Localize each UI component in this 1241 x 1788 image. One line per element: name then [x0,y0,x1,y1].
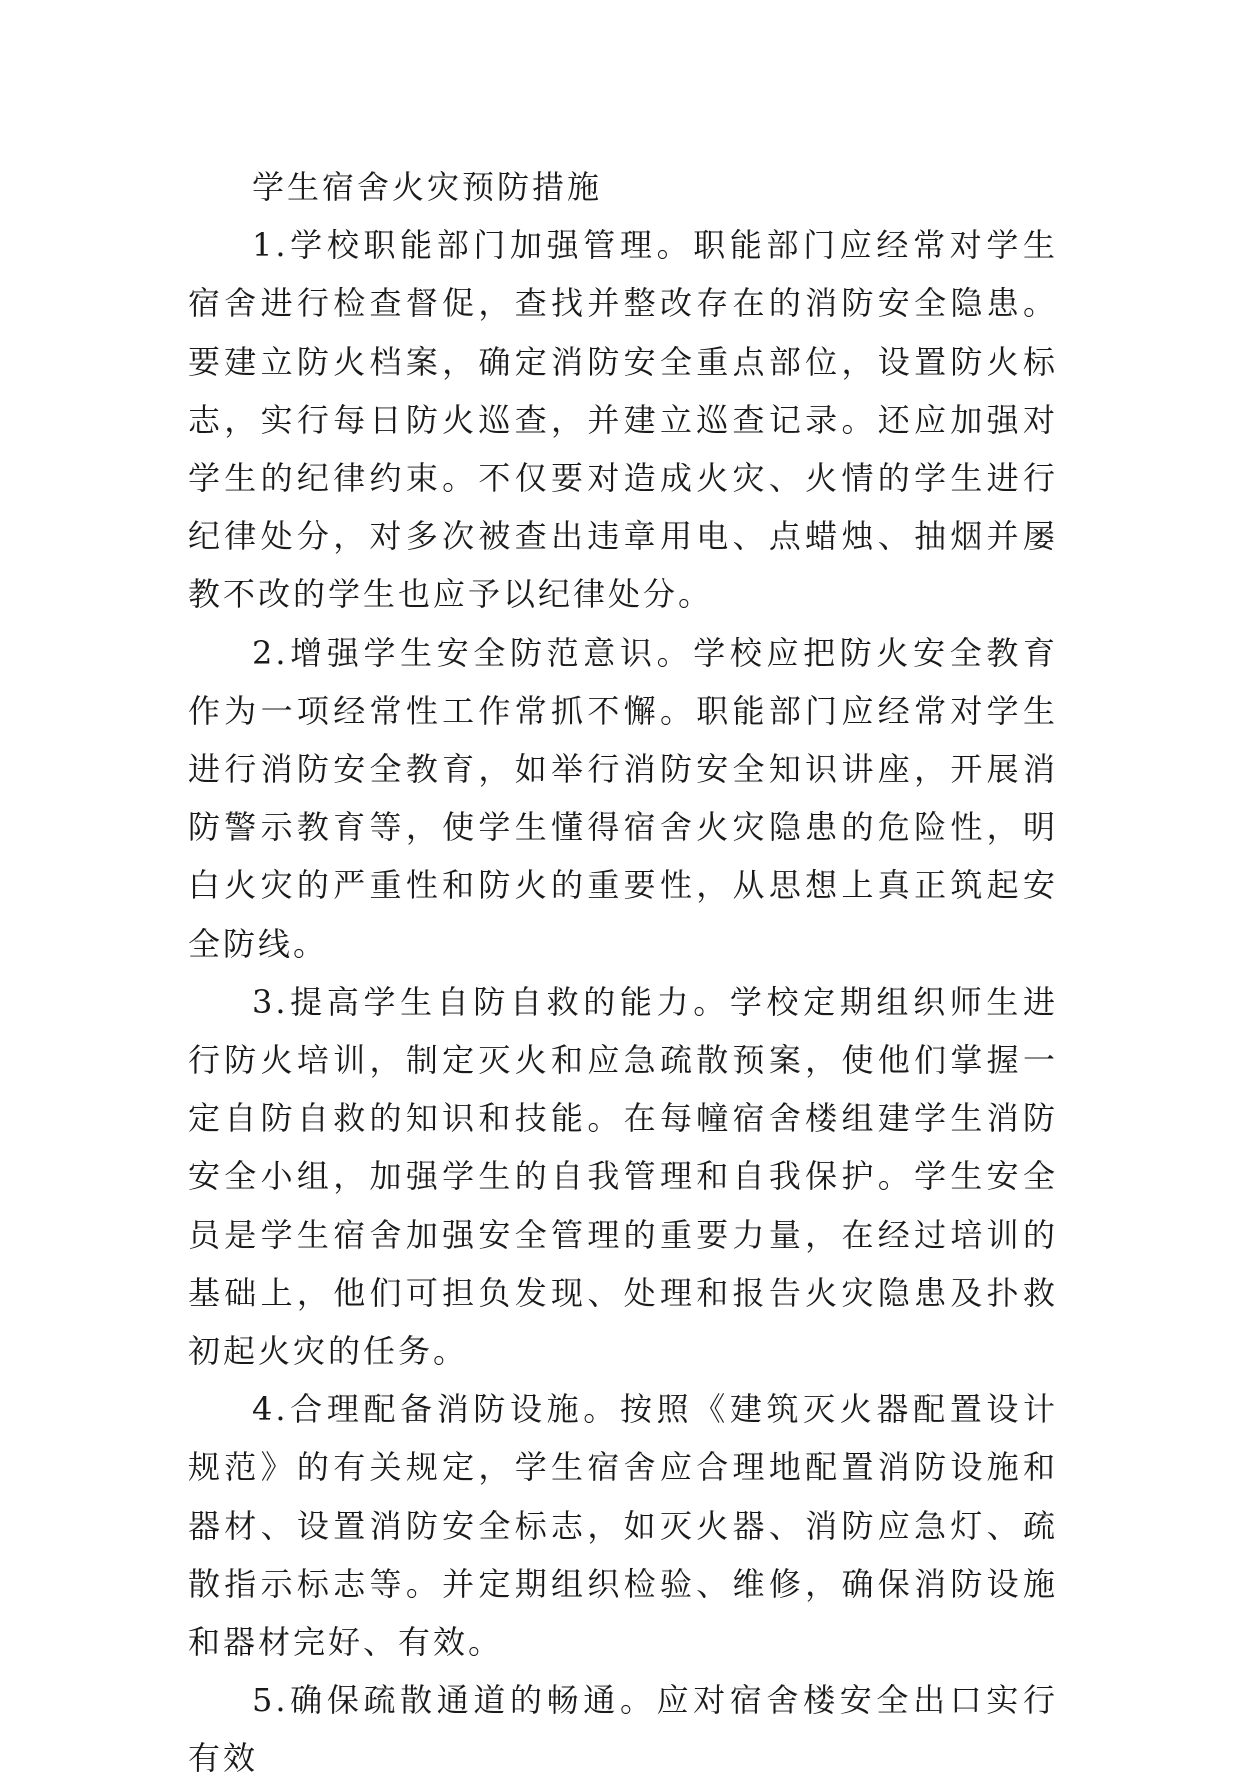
document-title: 学生宿舍火灾预防措施 [252,168,603,206]
paragraph-3: 3.提高学生自防自救的能力。学校定期组织师生进行防火培训，制定灭火和应急疏散预案，使他们掌握一定自防自救的知识和技能。在每幢宿舍楼组建学生消防安全小组，加强学生的自我管理和自我保护。学生安全员是学生宿舍加强安全管理的重要力量，在经过培训的基础上，他们可担负发现、处理和报告火灾隐患及扑救初起火灾的任务。 [188,982,1058,1371]
paragraph-4: 4.合理配备消防设施。按照《建筑灭火器配置设计规范》的有关规定，学生宿舍应合理地配置消防设施和器材、设置消防安全标志，如灭火器、消防应急灯、疏散指示标志等。并定期组织检验、维修，确保消防设施和器材完好、有效。 [188,1390,1058,1662]
paragraph-2: 2.增强学生安全防范意识。学校应把防火安全教育作为一项经常性工作常抓不懈。职能部门应经常对学生进行消防安全教育，如举行消防安全知识讲座，开展消防警示教育等，使学生懂得宿舍火灾隐患的危险性，明白火灾的严重性和防火的重要性，从思想上真正筑起安全防线。 [188,633,1058,963]
paragraph-5: 5.确保疏散通道的畅通。应对宿舍楼安全出口实行有效 [188,1681,1058,1778]
document-body [188,158,1058,1788]
paragraph-1: 1.学校职能部门加强管理。职能部门应经常对学生宿舍进行检查督促，查找并整改存在的消防安全隐患。要建立防火档案，确定消防安全重点部位，设置防火标志，实行每日防火巡查，并建立巡查记录。还应加强对学生的纪律约束。不仅要对造成火灾、火情的学生进行纪律处分，对多次被查出违章用电、点蜡烛、抽烟并屡教不改的学生也应予以纪律处分。 [188,226,1058,614]
